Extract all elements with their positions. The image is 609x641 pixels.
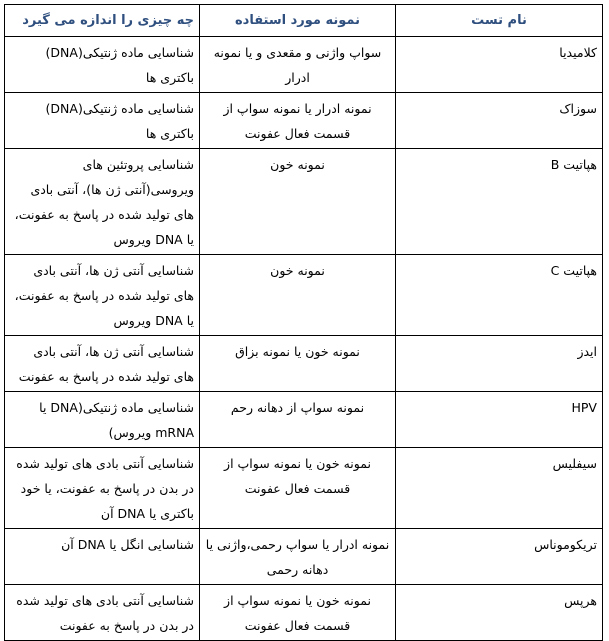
cell-sample-used: نمونه ادرار یا سواپ رحمی،واژنی یا دهانه رحمی — [200, 529, 396, 585]
std-tests-table — [4, 4, 603, 641]
cell-what-measured: شناسایی ماده ژنتیکی(DNA) باکتری ها — [5, 93, 200, 149]
table-header — [5, 5, 603, 37]
table-row — [5, 37, 603, 93]
cell-what-measured: شناسایی آنتی بادی های تولید شده در بدن در پاسخ به عفونت — [5, 585, 200, 641]
table-row — [5, 149, 603, 255]
cell-what-measured: شناسایی آنتی ژن ها، آنتی بادی های تولید شده در پاسخ به عفونت، یا DNA ویروس — [5, 255, 200, 336]
cell-what-measured: شناسایی انگل یا DNA آن — [5, 529, 200, 585]
table-row — [5, 255, 603, 336]
cell-sample-used: نمونه ادرار یا نمونه سواپ از قسمت فعال عفونت — [200, 93, 396, 149]
cell-what-measured: شناسایی ماده ژنتیکی(DNA یا mRNA ویروس) — [5, 392, 200, 448]
cell-test-name: کلامیدیا — [396, 37, 603, 93]
cell-sample-used: نمونه خون یا نمونه سواپ از قسمت فعال عفونت — [200, 585, 396, 641]
cell-sample-used: سواپ واژنی و مقعدی و یا نمونه ادرار — [200, 37, 396, 93]
cell-test-name: هپاتیت C — [396, 255, 603, 336]
table-body — [5, 37, 603, 641]
cell-what-measured: شناسایی آنتی بادی های تولید شده در بدن در پاسخ به عفونت، یا خود باکتری یا DNA آن — [5, 448, 200, 529]
cell-test-name: سوزاک — [396, 93, 603, 149]
table-row — [5, 585, 603, 641]
cell-sample-used: نمونه خون — [200, 149, 396, 255]
cell-what-measured: شناسایی پروتئین های ویروسی(آنتی ژن ها)، آنتی بادی های تولید شده در پاسخ به عفونت، یا DNA ویروس — [5, 149, 200, 255]
table-row — [5, 93, 603, 149]
cell-test-name: سیفلیس — [396, 448, 603, 529]
cell-test-name: هرپس — [396, 585, 603, 641]
header-what-measured: چه چیزی را اندازه می گیرد — [5, 5, 200, 37]
cell-test-name: HPV — [396, 392, 603, 448]
table-row — [5, 529, 603, 585]
cell-test-name: هپاتیت B — [396, 149, 603, 255]
cell-test-name: ایدز — [396, 336, 603, 392]
cell-sample-used: نمونه خون — [200, 255, 396, 336]
header-sample-used: نمونه مورد استفاده — [200, 5, 396, 37]
cell-sample-used: نمونه خون یا نمونه بزاق — [200, 336, 396, 392]
header-row — [5, 5, 603, 37]
table-row — [5, 448, 603, 529]
cell-what-measured: شناسایی آنتی ژن ها، آنتی بادی های تولید شده در پاسخ به عفونت — [5, 336, 200, 392]
header-test-name: نام تست — [396, 5, 603, 37]
cell-sample-used: نمونه خون یا نمونه سواپ از قسمت فعال عفونت — [200, 448, 396, 529]
table-row — [5, 336, 603, 392]
cell-sample-used: نمونه سواپ از دهانه رحم — [200, 392, 396, 448]
cell-what-measured: شناسایی ماده ژنتیکی(DNA) باکتری ها — [5, 37, 200, 93]
table-row — [5, 392, 603, 448]
cell-test-name: تریکوموناس — [396, 529, 603, 585]
